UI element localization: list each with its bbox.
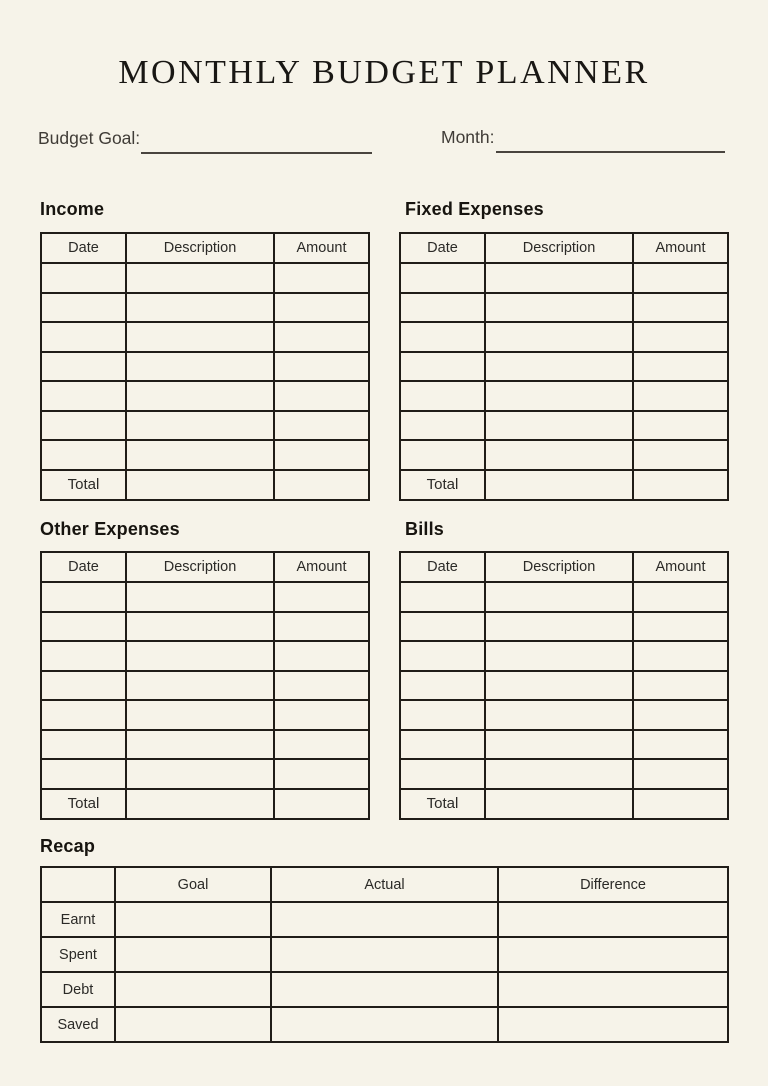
empty-cell[interactable] (126, 470, 274, 500)
bills-section-title: Bills (405, 519, 445, 539)
empty-cell[interactable] (41, 641, 126, 671)
bills-total-row (400, 789, 728, 819)
income-table (40, 232, 370, 501)
empty-cell[interactable] (274, 440, 369, 470)
bills-header-row (400, 552, 728, 582)
empty-cell[interactable] (400, 612, 485, 642)
empty-cell[interactable] (41, 322, 126, 352)
empty-row (41, 641, 369, 671)
page-title: MONTHLY BUDGET PLANNER (118, 54, 650, 91)
empty-cell[interactable] (126, 411, 274, 441)
empty-cell[interactable] (633, 789, 728, 819)
empty-cell[interactable] (633, 700, 728, 730)
empty-cell[interactable] (41, 411, 126, 441)
empty-cell[interactable] (633, 293, 728, 323)
empty-cell[interactable] (274, 263, 369, 293)
empty-cell[interactable] (274, 789, 369, 819)
empty-cell[interactable] (41, 612, 126, 642)
empty-cell[interactable] (400, 440, 485, 470)
empty-row (41, 671, 369, 701)
empty-cell[interactable] (41, 293, 126, 323)
empty-row (400, 293, 728, 323)
empty-cell[interactable] (41, 381, 126, 411)
bills-table-body (400, 582, 728, 789)
empty-cell[interactable] (126, 440, 274, 470)
empty-row (400, 641, 728, 671)
empty-cell[interactable] (485, 263, 633, 293)
empty-cell[interactable] (274, 641, 369, 671)
empty-cell[interactable] (485, 789, 633, 819)
empty-row (400, 352, 728, 382)
empty-cell[interactable] (126, 789, 274, 819)
empty-cell[interactable] (400, 759, 485, 789)
empty-cell[interactable] (498, 1007, 728, 1042)
empty-cell[interactable] (126, 263, 274, 293)
empty-cell[interactable] (633, 470, 728, 500)
empty-cell[interactable] (126, 582, 274, 612)
empty-cell[interactable] (633, 440, 728, 470)
fixed-expenses-total-label: Total (400, 470, 485, 500)
empty-cell[interactable] (274, 322, 369, 352)
bills-description-column-header: Description (485, 552, 633, 582)
empty-cell[interactable] (498, 937, 728, 972)
empty-cell[interactable] (271, 1007, 498, 1042)
empty-cell[interactable] (126, 322, 274, 352)
empty-cell[interactable] (498, 972, 728, 1007)
empty-cell[interactable] (271, 972, 498, 1007)
recap-spent-row (41, 937, 728, 972)
empty-cell[interactable] (274, 470, 369, 500)
empty-cell[interactable] (126, 730, 274, 760)
empty-cell[interactable] (41, 759, 126, 789)
empty-cell[interactable] (274, 352, 369, 382)
empty-row (400, 411, 728, 441)
empty-row (41, 700, 369, 730)
income-date-column-header: Date (41, 233, 126, 263)
empty-row (400, 730, 728, 760)
empty-cell[interactable] (274, 293, 369, 323)
empty-cell[interactable] (633, 352, 728, 382)
fixed-expenses-table (399, 232, 729, 501)
empty-row (41, 293, 369, 323)
other-expenses-table (40, 551, 370, 820)
empty-cell[interactable] (400, 411, 485, 441)
empty-cell[interactable] (126, 612, 274, 642)
income-description-column-header: Description (126, 233, 274, 263)
empty-cell[interactable] (126, 352, 274, 382)
recap-goal-column-header: Goal (115, 867, 271, 902)
bills-table (399, 551, 729, 820)
empty-row (41, 582, 369, 612)
empty-cell[interactable] (400, 293, 485, 323)
empty-cell[interactable] (115, 972, 271, 1007)
empty-cell[interactable] (633, 671, 728, 701)
bills-total-label: Total (400, 789, 485, 819)
empty-cell[interactable] (400, 582, 485, 612)
empty-cell[interactable] (274, 612, 369, 642)
empty-cell[interactable] (400, 641, 485, 671)
empty-row (400, 440, 728, 470)
recap-difference-column-header: Difference (498, 867, 728, 902)
empty-cell[interactable] (633, 730, 728, 760)
fixed-expenses-date-column-header: Date (400, 233, 485, 263)
empty-row (41, 263, 369, 293)
month-input-line[interactable] (496, 133, 725, 153)
empty-cell[interactable] (400, 700, 485, 730)
empty-row (41, 440, 369, 470)
empty-cell[interactable] (400, 381, 485, 411)
empty-row (400, 322, 728, 352)
empty-cell[interactable] (400, 671, 485, 701)
month-field (441, 126, 725, 148)
empty-row (400, 700, 728, 730)
empty-row (400, 381, 728, 411)
empty-row (41, 730, 369, 760)
empty-cell[interactable] (274, 759, 369, 789)
recap-saved-row-label: Saved (41, 1007, 115, 1042)
empty-cell[interactable] (400, 322, 485, 352)
empty-cell[interactable] (485, 700, 633, 730)
income-header-row (41, 233, 369, 263)
recap-section-title: Recap (40, 836, 96, 856)
empty-cell[interactable] (633, 322, 728, 352)
empty-cell[interactable] (126, 671, 274, 701)
income-total-row (41, 470, 369, 500)
recap-debt-row (41, 972, 728, 1007)
income-amount-column-header: Amount (274, 233, 369, 263)
empty-cell[interactable] (400, 730, 485, 760)
empty-cell[interactable] (274, 730, 369, 760)
empty-row (400, 759, 728, 789)
recap-earnt-row (41, 902, 728, 937)
empty-row (41, 612, 369, 642)
empty-cell[interactable] (274, 411, 369, 441)
fixed-expenses-table-body (400, 263, 728, 470)
empty-cell[interactable] (485, 671, 633, 701)
empty-cell[interactable] (41, 352, 126, 382)
empty-cell[interactable] (485, 730, 633, 760)
budget-goal-label: Budget Goal: (38, 128, 141, 148)
empty-cell[interactable] (498, 902, 728, 937)
bills-amount-column-header: Amount (633, 552, 728, 582)
empty-cell[interactable] (126, 759, 274, 789)
other-expenses-amount-column-header: Amount (274, 552, 369, 582)
empty-cell[interactable] (485, 411, 633, 441)
empty-row (41, 411, 369, 441)
fixed-expenses-header-row (400, 233, 728, 263)
income-total-label: Total (41, 470, 126, 500)
recap-debt-row-label: Debt (41, 972, 115, 1007)
empty-row (41, 352, 369, 382)
recap-earnt-row-label: Earnt (41, 902, 115, 937)
empty-cell[interactable] (633, 411, 728, 441)
empty-row (400, 612, 728, 642)
empty-cell[interactable] (400, 352, 485, 382)
budget-goal-input-line[interactable] (141, 134, 372, 154)
empty-cell[interactable] (115, 937, 271, 972)
empty-row (41, 759, 369, 789)
fixed-expenses-description-column-header: Description (485, 233, 633, 263)
empty-cell[interactable] (633, 381, 728, 411)
empty-cell[interactable] (400, 263, 485, 293)
empty-cell[interactable] (633, 263, 728, 293)
empty-cell[interactable] (633, 641, 728, 671)
month-label: Month: (441, 127, 495, 147)
bills-date-column-header: Date (400, 552, 485, 582)
recap-spent-row-label: Spent (41, 937, 115, 972)
empty-row (41, 381, 369, 411)
empty-cell[interactable] (41, 582, 126, 612)
other-expenses-section-title: Other Expenses (40, 519, 180, 539)
empty-cell[interactable] (485, 612, 633, 642)
empty-cell[interactable] (485, 322, 633, 352)
income-table-body (41, 263, 369, 470)
empty-cell[interactable] (485, 440, 633, 470)
empty-cell[interactable] (485, 381, 633, 411)
empty-cell[interactable] (115, 1007, 271, 1042)
empty-cell[interactable] (41, 730, 126, 760)
empty-cell[interactable] (633, 612, 728, 642)
fixed-expenses-section-title: Fixed Expenses (405, 199, 544, 219)
budget-goal-field (38, 127, 372, 149)
empty-cell[interactable] (485, 759, 633, 789)
recap-saved-row (41, 1007, 728, 1042)
empty-cell[interactable] (274, 381, 369, 411)
recap-actual-column-header: Actual (271, 867, 498, 902)
empty-cell[interactable] (126, 700, 274, 730)
empty-cell[interactable] (126, 381, 274, 411)
empty-cell[interactable] (485, 641, 633, 671)
empty-cell[interactable] (485, 470, 633, 500)
empty-cell[interactable] (41, 263, 126, 293)
empty-cell[interactable] (126, 641, 274, 671)
empty-row (400, 263, 728, 293)
other-expenses-header-row (41, 552, 369, 582)
fixed-expenses-amount-column-header: Amount (633, 233, 728, 263)
empty-cell[interactable] (274, 700, 369, 730)
recap-table (40, 866, 729, 1043)
empty-cell[interactable] (274, 671, 369, 701)
empty-cell[interactable] (274, 582, 369, 612)
other-expenses-total-row (41, 789, 369, 819)
empty-cell[interactable] (485, 582, 633, 612)
empty-cell[interactable] (41, 671, 126, 701)
income-section-title: Income (40, 199, 105, 219)
empty-cell[interactable] (126, 293, 274, 323)
empty-cell[interactable] (485, 352, 633, 382)
other-expenses-description-column-header: Description (126, 552, 274, 582)
other-expenses-date-column-header: Date (41, 552, 126, 582)
empty-cell[interactable] (41, 440, 126, 470)
recap-empty-corner-cell (41, 867, 115, 902)
recap-header-row (41, 867, 728, 902)
empty-row (400, 582, 728, 612)
empty-cell[interactable] (633, 582, 728, 612)
fixed-expenses-total-row (400, 470, 728, 500)
empty-cell[interactable] (41, 700, 126, 730)
empty-cell[interactable] (271, 902, 498, 937)
empty-cell[interactable] (633, 759, 728, 789)
empty-cell[interactable] (485, 293, 633, 323)
empty-row (41, 322, 369, 352)
other-expenses-table-body (41, 582, 369, 789)
other-expenses-total-label: Total (41, 789, 126, 819)
empty-row (400, 671, 728, 701)
empty-cell[interactable] (271, 937, 498, 972)
empty-cell[interactable] (115, 902, 271, 937)
